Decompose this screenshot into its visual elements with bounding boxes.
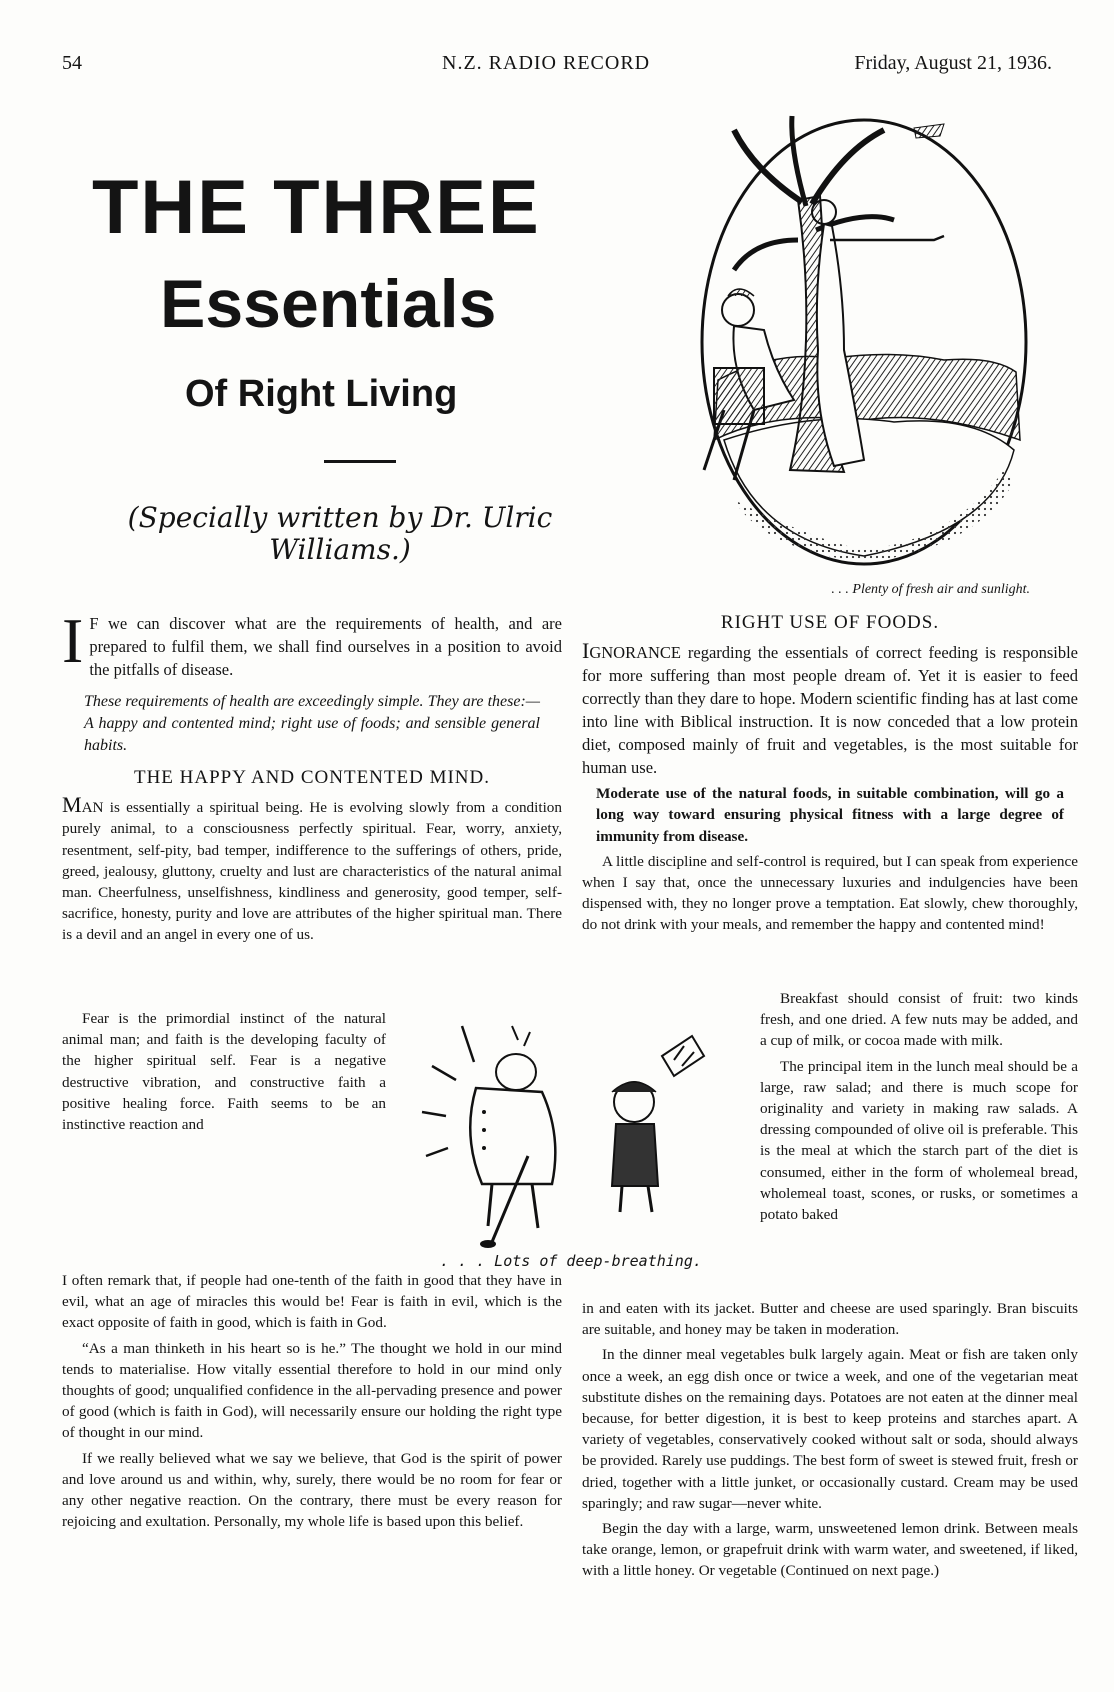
sunlight-illustration: [694, 110, 1034, 578]
title-divider: [324, 460, 396, 463]
foods-bottom-column: [582, 1298, 1078, 1586]
mind-narrow-column: [62, 1008, 386, 1139]
section-heading-foods: RIGHT USE OF FOODS.: [720, 612, 940, 633]
mind-paragraph-1: MAN is essentially a spiritual being. He is evolving slowly from a condition purely animal, to a consciousness perfectly spiritual. Fear, worry, anxiety, resentment, self-pity, bad temper, indifference to the sufferings of others, pride, greed, jealousy, gluttony, cruelty and lust are characteristics of the natural animal man. Cheerfulness, unselfishness, kindliness and generosity, good temper, self-sacrifice, honesty, purity and love are attributes of the higher spiritual man. There is a devil and an angel in every one of us.: [62, 792, 562, 944]
foods-column: [582, 612, 1078, 940]
mind-paragraph-2-continued: I often remark that, if people had one-tenth of the faith in good that they have in evil, what an age of miracles this would be! Fear is faith in evil, which is the exact opposite of faith in good, which is faith in God.: [62, 1272, 562, 1332]
foods-paragraph-4-continued: in and eaten with its jacket. Butter and cheese are used sparingly. Bran biscuits are suitable, and honey may be taken in moderation.: [582, 1300, 1078, 1339]
mind-paragraph-4: If we really believed what we say we believe, that God is the spirit of power and love around us and within, why, surely, there would be no room for fear or any other negative reaction. On the contrary, there must be every reason for rejoicing and exultation. Personally, my whole life is based upon this belief.: [62, 1449, 562, 1531]
intro-italic-paragraph: These requirements of health are exceedingly simple. They are these:—A happy and contented mind; right use of foods; and sensible general habits.: [84, 693, 540, 754]
golfers-illustration-drawing: [412, 1016, 752, 1252]
title-line-1: THE THREE: [92, 165, 541, 250]
section-heading-mind: THE HAPPY AND CONTENTED MIND.: [133, 767, 491, 788]
foods-paragraph-1: IGNORANCE regarding the essentials of correct feeding is responsible for more suffering than most people dream of. Yet it is easier to feed correctly than they dare to hope. Modern scientific finding has at last come into line with Biblical instruction. It is now conceded that a low protein diet, composed mainly of fruit and vegetables, is the most suitable for human use.: [582, 638, 1078, 778]
sunlight-illustration-drawing: [694, 110, 1034, 578]
foods-bold-paragraph: Moderate use of the natural foods, in suitable combination, will go a long way toward ensuring physical fitness with a large degree of immunity from disease.: [596, 785, 1064, 845]
masthead: [62, 52, 1052, 82]
page-number: 54: [62, 52, 82, 74]
publication-name: N.Z. RADIO RECORD: [442, 52, 651, 74]
cap-letter-m: M: [62, 792, 82, 818]
foods-narrow-column: [760, 988, 1078, 1229]
mind-bottom-column: [62, 1270, 562, 1536]
golfers-illustration: [412, 1016, 752, 1252]
mind-paragraph-2: Fear is the primordial instinct of the natural animal man; and faith is the developing faculty of the higher spiritual self. Fear is a negative destructive vibration, and constructive faith a positive healing force. Faith seems to be an instinctive reaction and: [62, 1010, 386, 1134]
byline: (Specially written by Dr. Ulric Williams.): [127, 501, 553, 566]
middle-illustration-caption: . . . Lots of deep-breathing.: [440, 1252, 702, 1270]
title-line-2: Essentials: [160, 266, 497, 342]
drop-cap-i: I: [62, 605, 84, 676]
mind-paragraph-3: “As a man thinketh in his heart so is he.” The thought we hold in our mind tends to materialise. How vitally essential therefore to hold in our mind only thoughts of good; unqualified confidence in the all-pervading presence and power of good (which is faith in God), will necessarily ensure our holding the right type of thought in our mind.: [62, 1339, 562, 1442]
foods-paragraph-6: Begin the day with a large, warm, unsweetened lemon drink. Between meals take orange, lemon, or grapefruit drink with warm water, and sweetened, if liked, with a little honey. Or vegetable (Continued on next page.): [582, 1520, 1078, 1580]
title-line-3: Of Right Living: [185, 373, 458, 415]
cap-letter-i: I: [582, 638, 590, 664]
intro-paragraph: I F we can discover what are the requirements of health, and are prepared to fulfil them, we shall find ourselves in a position to avoid the pitfalls of disease.: [62, 605, 562, 679]
issue-date: Friday, August 21, 1936.: [854, 52, 1052, 74]
intro-column: [62, 605, 562, 950]
foods-paragraph-3: Breakfast should consist of fruit: two kinds fresh, and one dried. A few nuts may be added, and a cup of milk, or cocoa made with milk.: [760, 990, 1078, 1050]
foods-paragraph-4: The principal item in the lunch meal should be a large, raw salad; and there is much scope for originality and variety in making raw salads. A dressing compounded of olive oil is preferable. This is the meal at which the starch part of the diet is consumed, either in the form of wholemeal bread, wholemeal toast, scones, or rusks, or sometimes a potato baked: [760, 1057, 1078, 1224]
foods-paragraph-2: A little discipline and self-control is required, but I can speak from experience when I say that, once the unnecessary luxuries and indulgencies have been dispensed with, they no longer prove a temptation. Eat slowly, chew thoroughly, do not drink with your meals, and remember the happy and contented mind!: [582, 852, 1078, 934]
foods-paragraph-5: In the dinner meal vegetables bulk largely again. Meat or fish are taken only once a week, an egg dish once or twice a week, and one of the vegetarian meat substitute dishes on the remaining days. Potatoes are not eaten at the dinner meal because, for better digestion, it is best to keep proteins and starches apart. A variety of vegetables, conservatively cooked without salt or soda, should always be provided. Rarely use puddings. The best form of sweet is stewed fruit, fresh or dried, together with a little junket, or occasionally custard. Cream may be used sparingly; and raw sugar—never white.: [582, 1346, 1078, 1512]
top-illustration-caption: . . . Plenty of fresh air and sunlight.: [831, 582, 1030, 597]
